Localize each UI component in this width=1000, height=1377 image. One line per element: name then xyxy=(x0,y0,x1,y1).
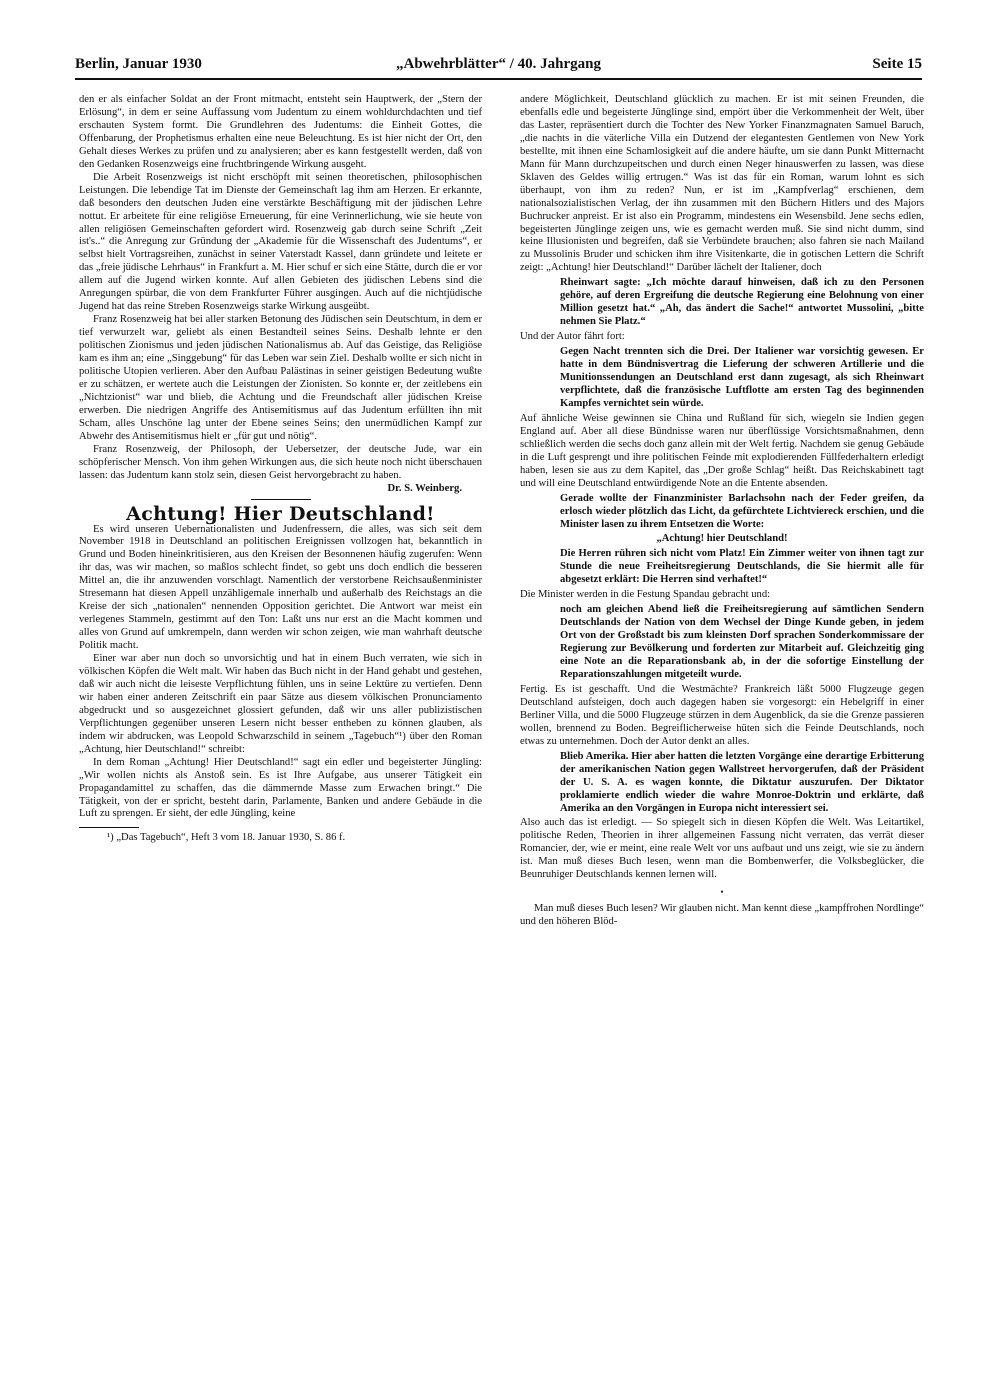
section-divider xyxy=(251,499,311,500)
paragraph: Und der Autor fährt fort: xyxy=(520,331,625,343)
block-quote: noch am gleichen Abend ließ die Freiheitsregierung auf sämtlichen Sendern Deutschlands der Nation von dem Wechsel der Dinge Kunde geben, in jedem Ort von der Großstadt bis zum kleinsten Dorf sprachen Sonderkommissare der Regierung zur Bevölkerung und forderten zur Mitarbeit auf. Gleichzeitig ging eine Note an die Reparationsbank ab, in der die sofortige Einstellung der Reparationszahlungen mitgeteilt wurde. xyxy=(560,604,924,680)
article-signature: Dr. S. Weinberg. xyxy=(387,482,462,494)
block-quote: Rheinwart sagte: „Ich möchte darauf hinweisen, daß ich zu den Personen gehöre, auf deren Ergreifung die deutsche Regierung eine Belohnung von einer Million gesetzt hat.“ „Ah, das ändert die Sache!“ antwortet Mussolini, „bitte nehmen Sie Platz.“ xyxy=(560,277,924,328)
footnote-rule xyxy=(79,827,139,828)
right-column xyxy=(520,94,924,929)
paragraph: Also auch das ist erledigt. — So spiegelt sich in diesen Köpfen die Welt. Was Leitartikel, politische Reden, Theorien in ihrer allgemeinen Fassung nicht verraten, das verrät dieser Romancier, der, wie er meint, eine reale Welt vor uns aufbaut und uns zeigt, wie sie zu ändern ist. Man muß dieses Buch lesen, wenn man die Bombenwerfer, die Volksbeglücker, die Beunruhiger Deutschlands kennen lernen will. xyxy=(520,817,924,881)
article-headline: Achtung! Hier Deutschland! xyxy=(126,502,435,525)
page-header xyxy=(75,56,922,73)
header-publication: „Abwehrblätter“ / 40. Jahrgang xyxy=(396,56,601,72)
paragraph: Einer war aber nun doch so unvorsichtig und hat in einem Buch verraten, wie sich in völkischen Köpfen die Welt malt. Wir haben das Buch nicht in der Hand gehabt und gestehen, daß wir auch nicht die leiseste Verpflichtung fühlen, uns in seine Lektüre zu vertiefen. Denn wir haben einer anderen Zeitschrift ein paar Sätze aus diesem völkischen Pronunciamento abgedruckt und so ausgezeichnet glossiert gefunden, daß wir uns aller publizistischen Verpflichtungen gegenüber unseren Lesern nicht besser entheben zu können glauben, als indem wir abdrucken, was Leopold Schwarzschild in seinem „Tagebuch“¹) über den Roman „Achtung, hier Deutschland!“ schreibt: xyxy=(79,653,482,755)
left-column xyxy=(79,94,482,845)
paragraph: Die Arbeit Rosenzweigs ist nicht erschöpft mit seinen theoretischen, philosophischen Leistungen. Die lebendige Tat im Dienste der Gemeinschaft lag ihm am Herzen. Er erkannte, daß besonders den deutschen Juden eine verstärkte Beschäftigung mit der jüdischen Lehre nottut. Er arbeitete für eine religiöse Erneuerung, für eine Verinnerlichung, wie sie heute von allen religiösen Gemeinschaften gefordert wird. Rosenzweig gab durch seine Schrift „Zeit ist's..“ die Anregung zur Gründung der „Akademie für die Wissenschaft des Judentums“, er selbst hielt Vortragsreihen, zunächst in seiner Vaterstadt Kassel, dann gründete und leitete er das „freie jüdische Lehrhaus“ in Frankfurt a. M. Hier schuf er sich eine Stätte, durch die er vor allem auf die Jugend wirken konnte. Auf allen Gebieten des jüdischen Lebens sind die Anregungen spürbar, die von dem Frankfurter Führer ausgingen. Auch auf die nichtjüdische Jugend hat das reine Streben Rosenzweigs starke Wirkung ausgeübt. xyxy=(79,171,482,313)
block-quote: Die Herren rühren sich nicht vom Platz! Ein Zimmer weiter von ihnen tagt zur Stunde die neue Freiheitsregierung Deutschlands, die Sie hiermit alle für abgesetzt erklärt: Die Herren sind verhaftet!“ xyxy=(560,548,924,586)
section-mark: • xyxy=(720,887,724,898)
header-rule xyxy=(75,78,922,80)
header-page-number: Seite 15 xyxy=(872,56,922,72)
paragraph: Franz Rosenzweig hat bei aller starken Betonung des Jüdischen sein Deutschtum, in dem er tief verwurzelt war, geliebt als einen Bestandteil seines Seins. Deshalb lehnte er den politischen Zionismus und jeden jüdischen Nationalismus ab. Auf das Geistige, das Religiöse kam es ihm an; eine „Singgebung“ für das Leben war sein Ziel. Deshalb wollte er sich nicht in politische Utopien verlieren. Aber den Aufbau Palästinas in seiner geistigen Bedeutung wußte er zu schätzen, er wertete auch die Leistungen der Zionisten. So konnte er, der zeitlebens ein „Nichtzionist“ war und blieb, die Achtung und die Freundschaft aller jüdischen Kreise erwerben. Die niedrigen Angriffe des Antisemitismus auf das Judentum erfüllten ihn mit Scham, alles Unschöne lag unter der Ebene seines Seins; den unermüdlichen Kampf zur Abwehr des Antisemitismus hielt er „für gut und nötig“. xyxy=(79,314,482,442)
block-quote: Blieb Amerika. Hier aber hatten die letzten Vorgänge eine derartige Erbitterung der amerikanischen Nation gegen Wallstreet hervorgerufen, daß der Präsident der U. S. A. es wagen konnte, die Diktatur auszurufen. Der Diktator proklamierte endlich wieder die wahre Monroe-Doktrin und erklärte, daß Amerika an den Vorgängen in Europa nicht interessiert sei. xyxy=(560,750,924,814)
footnote: ¹) „Das Tagebuch“, Heft 3 vom 18. Januar 1930, S. 86 f. xyxy=(107,832,346,844)
paragraph: Es wird unseren Uebernationalisten und Judenfressern, die alles, was sich seit dem November 1918 in Deutschland an politischen Ereignissen vollzogen hat, bekanntlich in Grund und Boden hineinkritisieren, aus den Kreisen der Besonnenen häufig zugerufen: Wenn ihr das, was wir machen, so maßlos schlecht findet, so gebt uns doch endlich die besseren Mittel an, die ihr anzuwenden vorschlagt. Namentlich der verstorbene Reichsaußenminister Stresemann hat diesen Appell unzähligemale innerhalb und außerhalb des Reichstags an die Kreise der sich „nationalen“ nennenden Opposition gerichtet. Die Antwort war meist ein verlegenes Stammeln, gestimmt auf den Ton: Laßt uns nur erst an die Macht kommen und alles von Grund auf umkrempeln, dann werden wir schon zeigen, wie man wahrhaft deutsche Politik macht. xyxy=(79,523,482,652)
paragraph: Auf ähnliche Weise gewinnen sie China und Rußland für sich, wiegeln sie Indien gegen England auf. Aber all diese Bündnisse waren nur überflüssige Vorsichtsmaßnahmen, denn schließlich werden die sechs doch ganz allein mit der Welt fertig. Nachdem sie genug Gebäude in die Luft gesprengt und ihre politischen Feinde mit explodierenden Füllfederhaltern erledigt haben, lesen sie aus zu dem Kapitel, das „Der große Schlag“ heißt. Das Reichskabinett tagt und will eine Deutschland entwürdigende Note an die Entente absenden. xyxy=(520,412,924,489)
block-quote: Gegen Nacht trennten sich die Drei. Der Italiener war vorsichtig gewesen. Er hatte in dem Bündnisvertrag die Lieferung der schweren Artillerie und die Munitionssendungen an Deutschland erst dann zugesagt, als sich Rheinwart verpflichtete, daß die französische Luftflotte am ersten Tag des beginnenden Kampfes vernichtet sein würde. xyxy=(560,346,924,409)
paragraph: den er als einfacher Soldat an der Front mitmacht, entsteht sein Hauptwerk, der „Stern der Erlösung“, in dem er seine Auffassung vom Judentum zu einem wohldurchdachten und tief erschauten System formt. Die Grundlehren des Judentums: die Einheit Gottes, die Offenbarung, der Prophetismus erhalten eine neue Beleuchtung. Es ist hier nicht der Ort, den Gehalt dieses Werkes zu prüfen und zu analysieren; aber es kann festgestellt werden, daß von den Gedanken Rosenzweigs eine fruchtbringende Wirkung ausgeht. xyxy=(79,94,482,170)
paragraph: Fertig. Es ist geschafft. Und die Westmächte? Frankreich läßt 5000 Flugzeuge gegen Deutschland aufsteigen, doch auch dagegen haben sie vorgesorgt: ein Hebelgriff in einer Berliner Villa, und die 5000 Flugzeuge stürzen in dem Augenblick, da sie die Grenze passieren wollen, brennend zu Boden. Begreiflicherweise hüten sich die Feinde Deutschlands, noch etwas zu unternehmen. Doch der Autor denkt an alles. xyxy=(520,683,924,747)
block-quote: Gerade wollte der Finanzminister Barlachsohn nach der Feder greifen, da erlosch wieder plötzlich das Licht, da gefürchtete Lichtviereck erschien, und die Minister lasen zu ihrem Entsetzen die Worte: xyxy=(560,492,924,530)
paragraph: In dem Roman „Achtung! Hier Deutschland!“ sagt ein edler und begeisterter Jüngling: „Wir wollen nichts als Anstoß sein. Es ist Ihre Aufgabe, aus unserer Tätigkeit ein Propagandamittel zu schaffen, das die dämmernde Masse zum Erwachen bringt.“ Die Tätigkeit, von der er spricht, besteht darin, Parlamente, Banken und andere Gebäude in die Luft zu sprengen. Er sieht, der edle Jüngling, keine xyxy=(79,756,482,820)
paragraph: Man muß dieses Buch lesen? Wir glauben nicht. Man kennt diese „kampffrohen Nordlinge“ und den höheren Blöd- xyxy=(520,903,924,928)
block-quote-centered: „Achtung! hier Deutschland! xyxy=(656,533,788,545)
paragraph: andere Möglichkeit, Deutschland glücklich zu machen. Er ist mit seinen Freunden, die ebenfalls edle und begeisterte Jünglinge sind, empört über die Verkommenheit der Welt, über das Laster, repräsentiert durch die Tochter des New Yorker Finanzmagnaten Samuel Baruch, „die nachts in die väterliche Villa ein Dutzend der elegantesten Gentlemen von New York bestellte, mit ihnen eine Schamlosigkeit auf die andere häufte, um sie dann Punkt Mitternacht Mann für Mann durchzupeitschen und durch einen Neger hinauswerfen zu lassen, was diese Sklaven des Geldes willig ertrugen.“ Was ist das für ein Roman, warum lohnt es sich überhaupt, von ihm zu reden? Nun, er ist im „Kampfverlag“ erschienen, dem nationalsozialistischen Verlag, der ihn zusammen mit den Büchern Hitlers und des Majors Buchrucker anpreist. Er ist also ein Programm, mindestens ein Wesensbild. Jene sechs edlen, begeisterten Jünglinge zeigen uns, wie es gemacht werden muß. Sie sind nicht dumm, sind keine Illusionisten und begreifen, daß sie Verbündete brauchen; also fahren sie nach Mailand zu Mussolinis Bruder und schicken ihm ihre Visitenkarte, die in gotischen Lettern die Schrift zeigt: „Achtung! hier Deutschland!“ Darüber lächelt der Italiener, doch xyxy=(520,94,924,274)
header-place-date: Berlin, Januar 1930 xyxy=(75,56,202,72)
paragraph: Franz Rosenzweig, der Philosoph, der Uebersetzer, der deutsche Jude, war ein schöpferischer Mensch. Von ihm gehen Wirkungen aus, die sich heute noch nicht überschauen lassen: das Judentum kann stolz sein, diesen Geist hervorgebracht zu haben. xyxy=(79,443,482,481)
paragraph: Die Minister werden in die Festung Spandau gebracht und: xyxy=(520,589,771,601)
